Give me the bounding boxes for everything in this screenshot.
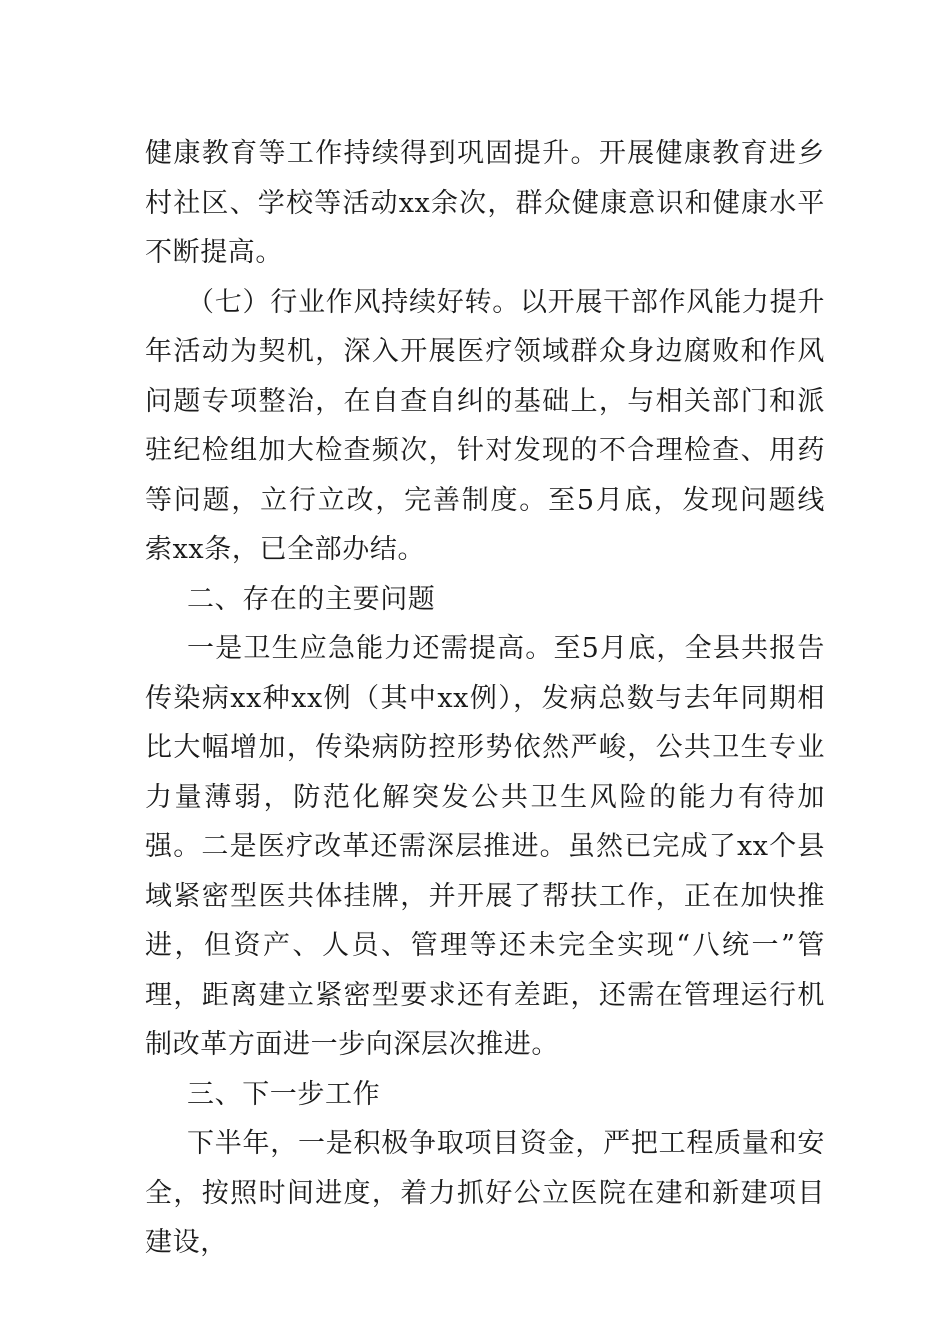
paragraph-next-steps: 下半年，一是积极争取项目资金，严把工程质量和安全，按照时间进度，着力抓好公立医院在建和新建项目建设， [145, 1128, 825, 1258]
section-heading-next-steps: 三、下一步工作 [187, 1078, 381, 1110]
paragraph-health-education: 健康教育等工作持续得到巩固提升。开展健康教育进乡村社区、学校等活动xx余次，群众健康意识和健康水平不断提高。 [145, 138, 825, 268]
paragraph-main-problems: 一是卫生应急能力还需提高。至5月底，全县共报告传染病xx种xx例（其中xx例），发病总数与去年同期相比大幅增加，传染病防控形势依然严峻，公共卫生专业力量薄弱，防范化解突发公共卫生风险的能力有待加强。二是医疗改革还需深层推进。虽然已完成了xx个县域紧密型医共体挂牌，并开展了帮扶工作，正在加快推进，但资产、人员、管理等还未完全实现“八统一”管理，距离建立紧密型要求还有差距，还需在管理运行机制改革方面进一步向深层次推进。 [145, 633, 825, 1060]
section-heading-main-problems: 二、存在的主要问题 [187, 583, 436, 615]
paragraph-industry-style: （七）行业作风持续好转。以开展干部作风能力提升年活动为契机，深入开展医疗领域群众身边腐败和作风问题专项整治，在自查自纠的基础上，与相关部门和派驻纪检组加大检查频次，针对发现的不合理检查、用药等问题，立行立改，完善制度。至5月底，发现问题线索xx条，已全部办结。 [145, 286, 825, 565]
document-body [145, 129, 825, 1268]
